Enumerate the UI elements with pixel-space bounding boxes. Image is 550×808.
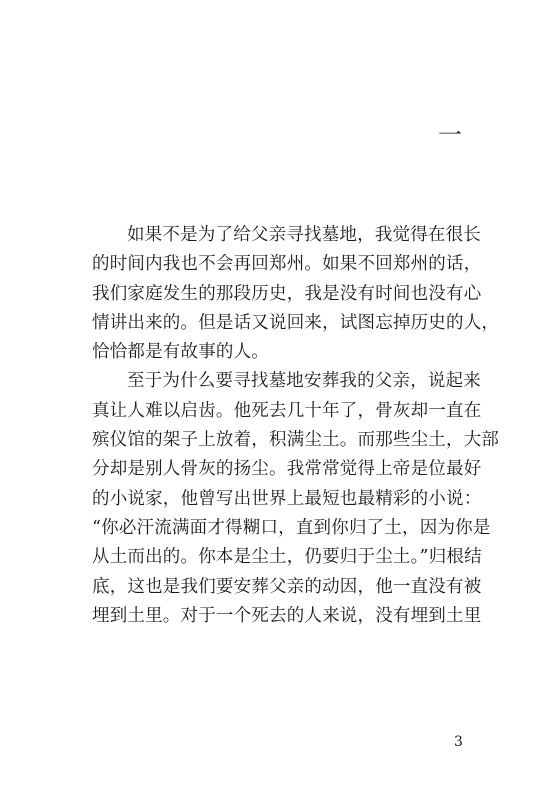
- paragraph-line: 殡仪馆的架子上放着，积满尘土。而那些尘土，大部: [92, 430, 500, 451]
- paragraph-line: 的小说家，他曾写出世界上最短也最精彩的小说：: [92, 488, 482, 509]
- paragraph-line: 真让人难以启齿。他死去几十年了，骨灰却一直在: [92, 400, 482, 421]
- paragraph-line: 恰恰都是有故事的人。: [92, 342, 269, 363]
- paragraph-line: 至于为什么要寻找墓地安葬我的父亲，说起来: [127, 371, 481, 392]
- paragraph-line: 的时间内我也不会再回郑州。如果不回郑州的话，: [92, 254, 482, 275]
- page-number: 3: [454, 734, 463, 750]
- paragraph-line: 底，这也是我们要安葬父亲的动因，他一直没有被: [92, 576, 482, 597]
- paragraph-line: 情讲出来的。但是话又说回来，试图忘掉历史的人，: [92, 312, 500, 333]
- paragraph-line: 分却是别人骨灰的扬尘。我常常觉得上帝是位最好: [92, 459, 482, 480]
- chapter-number: 一: [438, 121, 462, 149]
- paragraph-line: “你必汗流满面才得糊口，直到你归了土，因为你是: [92, 517, 491, 538]
- paragraph-line: 埋到土里。对于一个死去的人来说，没有埋到土里: [92, 605, 482, 626]
- paragraph-line: 我们家庭发生的那段历史，我是没有时间也没有心: [92, 283, 482, 304]
- body-text: [92, 221, 500, 631]
- paragraph-line: 从土而出的。你本是尘土，仍要归于尘土。”归根结: [92, 547, 482, 568]
- paragraph-line: 如果不是为了给父亲寻找墓地，我觉得在很长: [127, 225, 481, 245]
